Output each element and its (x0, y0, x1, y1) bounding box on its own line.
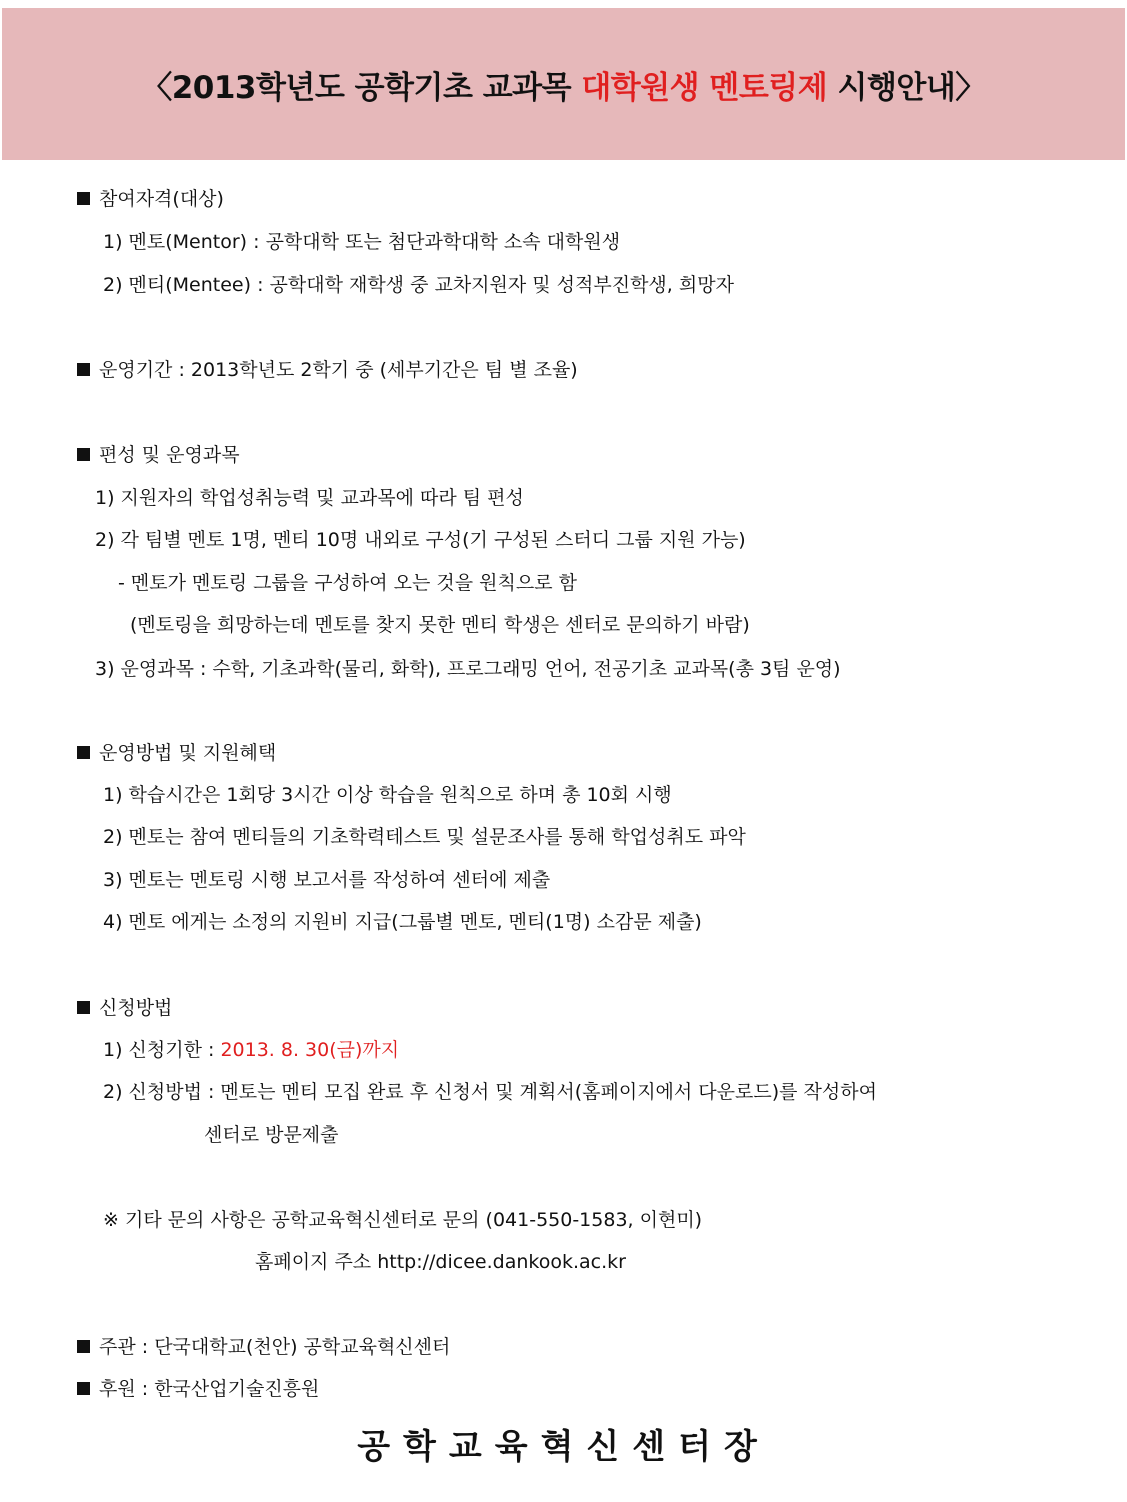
section-heading-organization (77, 442, 240, 468)
title-suffix: 시행안내〉 (827, 70, 986, 106)
title-highlight: 대학원생 멘토링제 (581, 70, 828, 106)
eligibility-item-mentee: 2) 멘티(Mentee) : 공학대학 재학생 중 교차지원자 및 성적부진학생, 희망자 (103, 274, 734, 296)
application-deadline (103, 1037, 399, 1063)
sponsor-text: 후원 : 한국산업기술진흥원 (99, 1378, 320, 1400)
organization-note-2: (멘토링을 희망하는데 멘토를 찾지 못한 멘티 학생은 센터로 문의하기 바람) (130, 614, 750, 636)
homepage-label: 홈페이지 주소 (255, 1251, 378, 1273)
application-method-line-1: 2) 신청방법 : 멘토는 멘티 모집 완료 후 신청서 및 계획서(홈페이지에서 다운로드)를 작성하여 (103, 1081, 877, 1103)
contact-info: ※ 기타 문의 사항은 공학교육혁신센터로 문의 (041-550-1583, 이현미) (103, 1209, 703, 1231)
deadline-value: 2013. 8. 30(금)까지 (220, 1039, 400, 1061)
bullet-square-icon (77, 448, 90, 461)
section-heading-eligibility (77, 186, 224, 212)
organization-item-1: 1) 지원자의 학업성취능력 및 교과목에 따라 팀 편성 (95, 487, 524, 509)
bullet-square-icon (77, 1382, 90, 1395)
heading-text: 운영방법 및 지원혜택 (99, 742, 277, 764)
heading-text: 신청방법 (99, 997, 173, 1019)
homepage-link[interactable]: http://dicee.dankook.ac.kr (377, 1251, 626, 1273)
title-banner (2, 8, 1125, 160)
bullet-square-icon (77, 192, 90, 205)
organization-item-2: 2) 각 팀별 멘토 1명, 멘티 10명 내외로 구성(기 구성된 스터디 그룹 지원 가능) (95, 529, 746, 551)
organization-item-3: 3) 운영과목 : 수학, 기초과학(물리, 화학), 프로그래밍 언어, 전공기초 교과목(총 3팀 운영) (95, 658, 841, 680)
bullet-square-icon (77, 746, 90, 759)
method-item-4: 4) 멘토 에게는 소정의 지원비 지급(그룹별 멘토, 멘티(1명) 소감문 제출) (103, 911, 702, 933)
heading-text: 운영기간 : 2013학년도 2학기 중 (세부기간은 팀 별 조율) (99, 359, 578, 381)
method-item-3: 3) 멘토는 멘토링 시행 보고서를 작성하여 센터에 제출 (103, 869, 551, 891)
signature: 공학교육혁신센터장 (357, 1427, 770, 1467)
section-heading-period (77, 357, 578, 383)
heading-text: 참여자격(대상) (99, 188, 224, 210)
method-item-2: 2) 멘토는 참여 멘티들의 기초학력테스트 및 설문조사를 통해 학업성취도 파악 (103, 826, 746, 848)
host-line (77, 1334, 450, 1360)
application-method-line-2: 센터로 방문제출 (204, 1124, 339, 1146)
section-heading-application (77, 995, 172, 1021)
section-heading-method (77, 740, 276, 766)
sponsor-line (77, 1376, 319, 1402)
bullet-square-icon (77, 363, 90, 376)
method-item-1: 1) 학습시간은 1회당 3시간 이상 학습을 원칙으로 하며 총 10회 시행 (103, 784, 672, 806)
page-title (2, 68, 1125, 108)
title-prefix: 〈2013학년도 공학기초 교과목 (141, 70, 582, 106)
heading-text: 편성 및 운영과목 (99, 444, 240, 466)
host-text: 주관 : 단국대학교(천안) 공학교육혁신센터 (99, 1336, 451, 1358)
bullet-square-icon (77, 1001, 90, 1014)
bullet-square-icon (77, 1340, 90, 1353)
organization-note-1: - 멘토가 멘토링 그룹을 구성하여 오는 것을 원칙으로 함 (118, 572, 577, 594)
deadline-label: 1) 신청기한 : (103, 1039, 221, 1061)
eligibility-item-mentor: 1) 멘토(Mentor) : 공학대학 또는 첨단과학대학 소속 대학원생 (103, 231, 621, 253)
homepage-line (255, 1249, 626, 1275)
